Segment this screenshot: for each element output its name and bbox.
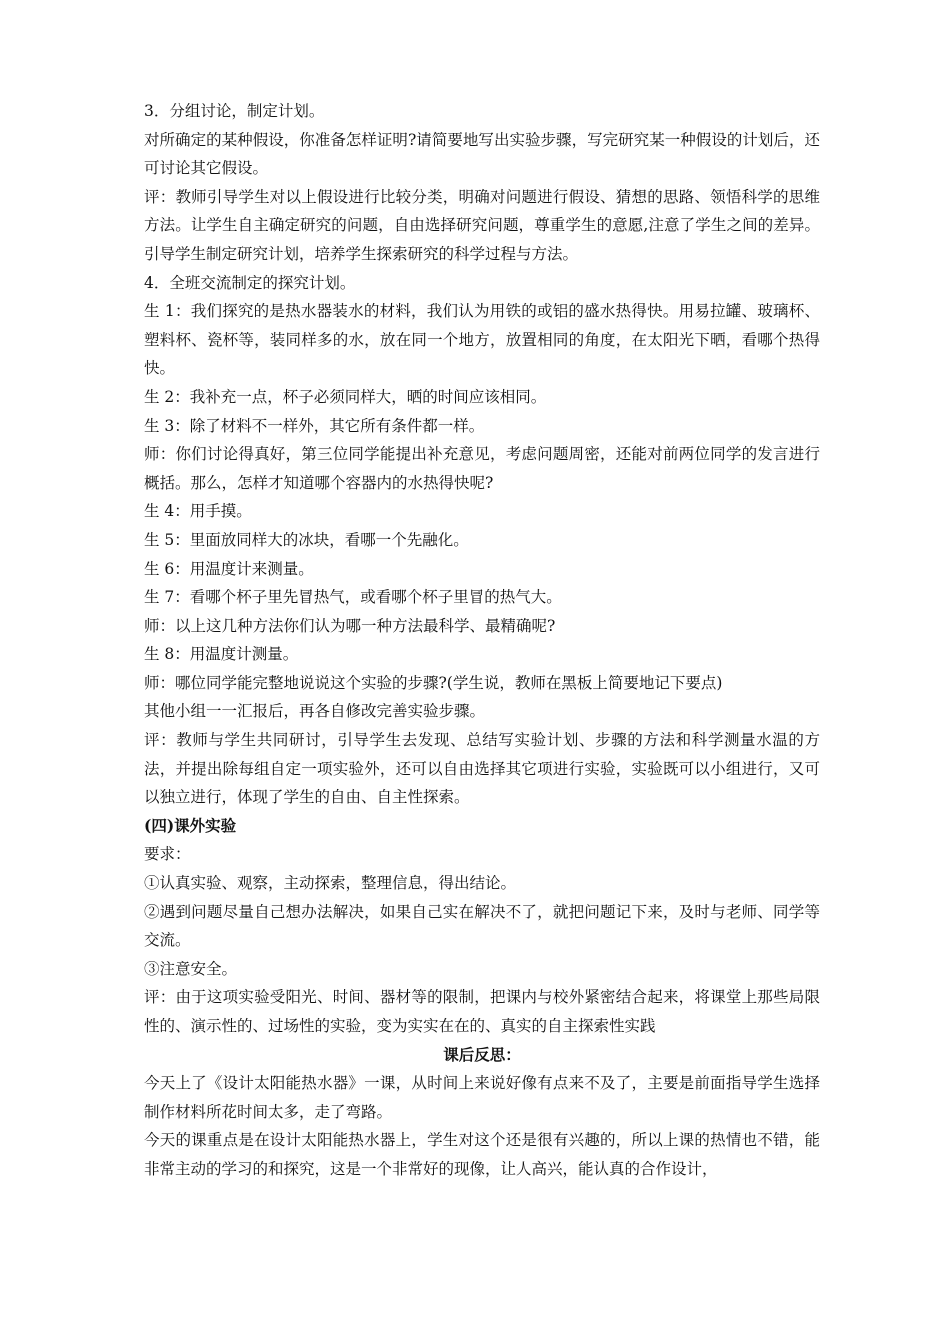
dialogue-student-6: 生 6：用温度计来测量。 [144, 559, 314, 578]
dialogue-student-3: 生 3：除了材料不一样外，其它所有条件都一样。 [144, 416, 485, 435]
step-3-instruction: 对所确定的某种假设，你准备怎样证明?请简要地写出实验步骤，写完研究某一种假设的计划后，还可讨论其它假设。 [144, 130, 820, 178]
requirement-item-3: ③注意安全。 [144, 959, 238, 978]
comment-paragraph: 评：由于这项实验受阳光、时间、器材等的限制，把课内与校外紧密结合起来，将课堂上那些局限性的、演示性的、过场性的实验，变为实实在在的、真实的自主探索性实践 [144, 988, 820, 1035]
step-3-heading: 3．分组讨论，制定计划。 [144, 102, 325, 120]
group-report-paragraph: 其他小组一一汇报后，再各自修改完善实验步骤。 [144, 702, 486, 721]
comment-paragraph: 评：教师引导学生对以上假设进行比较分类，明确对问题进行假设、猜想的思路、领悟科学的思维方法。让学生自主确定研究的问题，自由选择研究问题，尊重学生的意愿,注意了学生之间的差异。引导学生制定研究计划，培养学生探索研究的科学过程与方法。 [144, 187, 820, 263]
step-4-heading: 4．全班交流制定的探究计划。 [144, 273, 356, 292]
dialogue-teacher-2: 师：以上这几种方法你们认为哪一种方法最科学、最精确呢? [144, 616, 556, 635]
dialogue-student-2: 生 2：我补充一点，杯子必须同样大，晒的时间应该相同。 [144, 387, 547, 406]
dialogue-student-8: 生 8：用温度计测量。 [144, 645, 299, 664]
requirement-item-2: ②遇到问题尽量自己想办法解决，如果自己实在解决不了，就把问题记下来，及时与老师、同学等交流。 [144, 902, 820, 950]
dialogue-student-4: 生 4：用手摸。 [144, 502, 252, 521]
requirements-label: 要求： [144, 845, 191, 864]
reflection-paragraph-1: 今天上了《设计太阳能热水器》一课，从时间上来说好像有点来不及了，主要是前面指导学生选择制作材料所花时间太多，走了弯路。 [144, 1074, 820, 1121]
reflection-paragraph-2: 今天的课重点是在设计太阳能热水器上，学生对这个还是很有兴趣的，所以上课的热情也不错，能非常主动的学习的和探究，这是一个非常好的现像，让人高兴，能认真的合作设计， [144, 1131, 820, 1178]
dialogue-teacher-3: 师：哪位同学能完整地说说这个实验的步骤?(学生说，教师在黑板上简要地记下要点) [144, 673, 723, 692]
comment-paragraph: 评：教师与学生共同研讨，引导学生去发现、总结写实验计划、步骤的方法和科学测量水温的方法，并提出除每组自定一项实验外，还可以自由选择其它项进行实验，实验既可以小组进行，又可以独立进行，体现了学生的自由、自主性探索。 [144, 731, 820, 807]
dialogue-student-1: 生 1：我们探究的是热水器装水的材料，我们认为用铁的或铝的盛水热得快。用易拉罐、玻璃杯、塑料杯、瓷杯等，装同样多的水，放在同一个地方，放置相同的角度，在太阳光下晒，看哪个热得快。 [144, 302, 820, 378]
dialogue-student-7: 生 7：看哪个杯子里先冒热气，或看哪个杯子里冒的热气大。 [144, 588, 562, 607]
dialogue-student-5: 生 5：里面放同样大的冰块，看哪一个先融化。 [144, 530, 469, 549]
reflection-heading: 课后反思： [443, 1044, 521, 1064]
requirement-item-1: ①认真实验、观察，主动探索，整理信息，得出结论。 [144, 874, 517, 893]
dialogue-teacher-1: 师：你们讨论得真好，第三位同学能提出补充意见，考虑问题周密，还能对前两位同学的发言进行概括。那么，怎样才知道哪个容器内的水热得快呢? [144, 445, 820, 492]
section-heading-outdoor-experiment: (四)课外实验 [144, 815, 237, 835]
document-body [144, 97, 820, 1184]
